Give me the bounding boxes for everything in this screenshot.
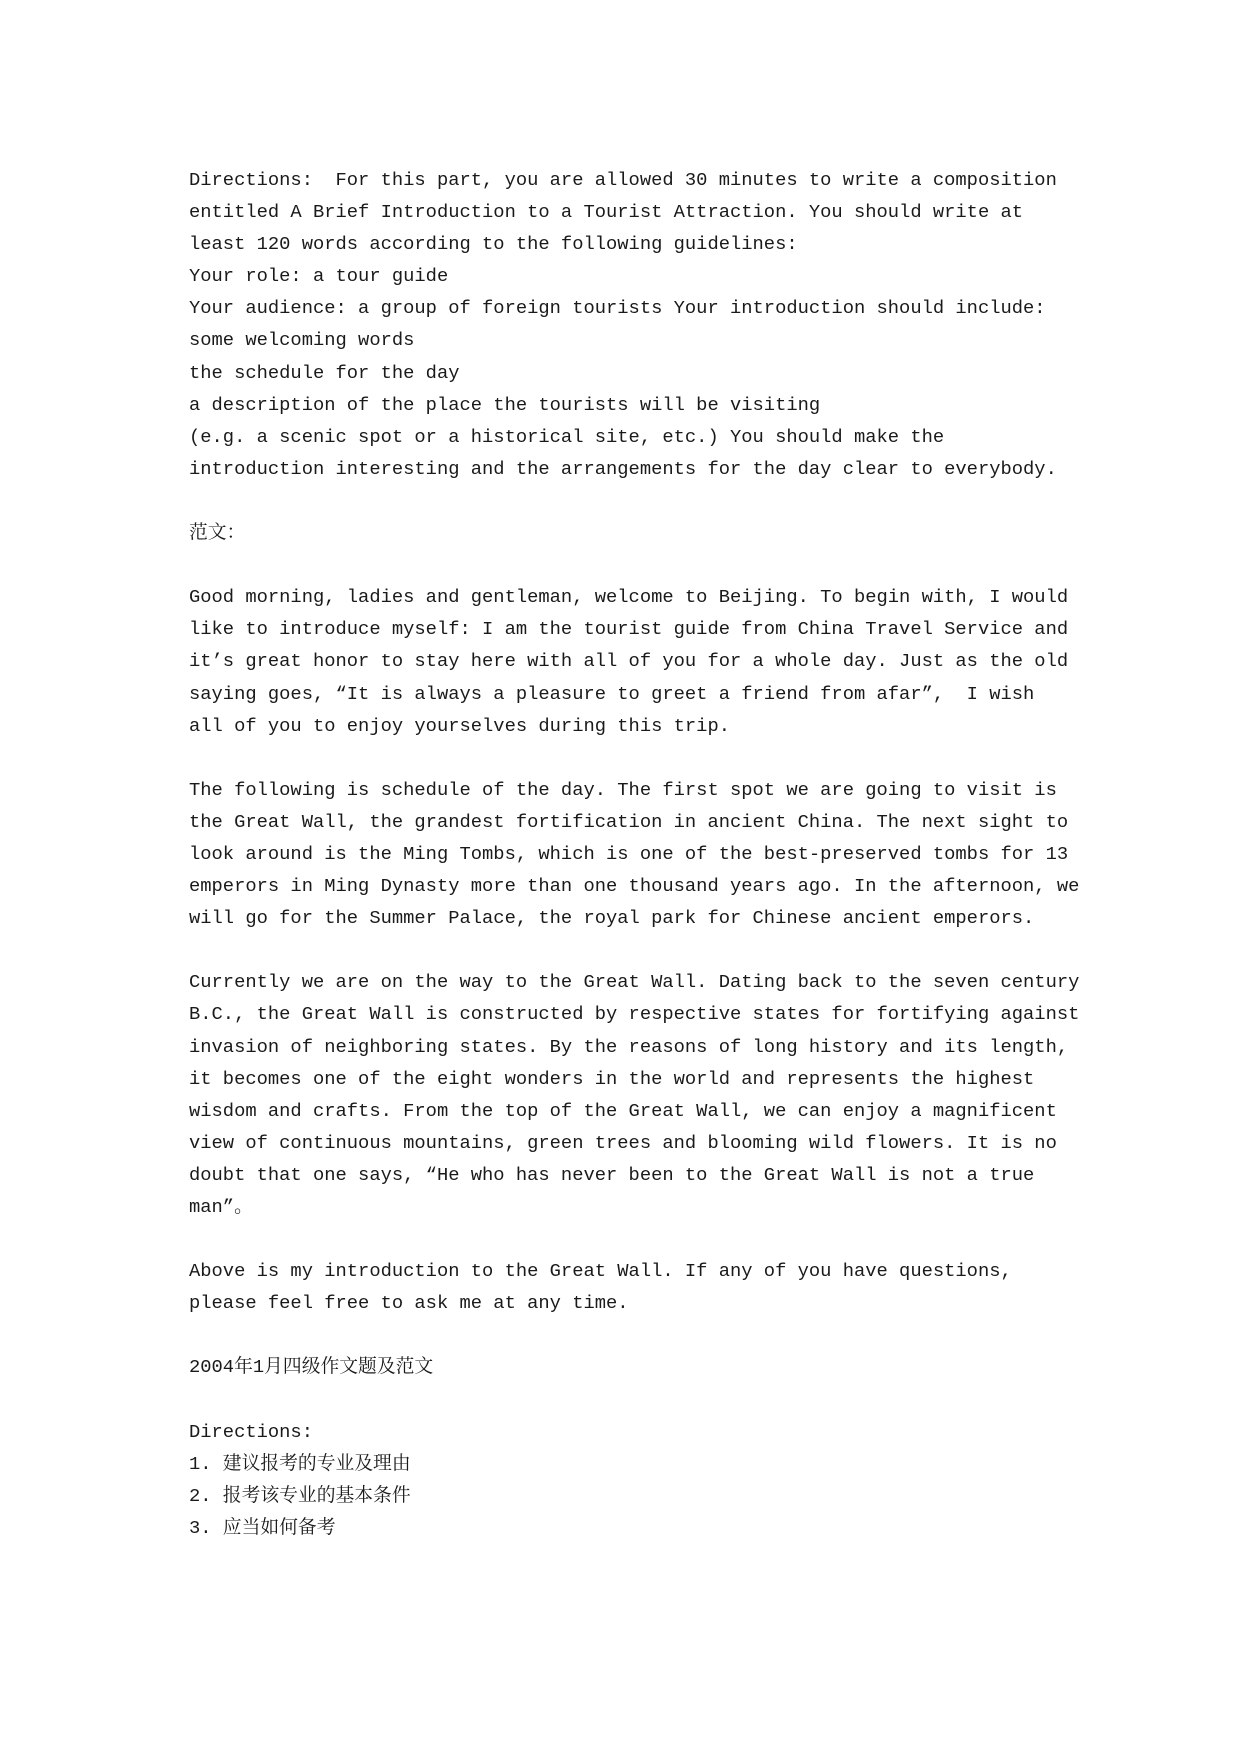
- directions-line: least 120 words according to the following guidelines:: [189, 233, 798, 256]
- directions-line: a description of the place the tourists will be visiting: [189, 393, 821, 416]
- directions-line: entitled A Brief Introduction to a Tourist Attraction. You should write at: [189, 201, 1024, 224]
- directions-line: Directions: For this part, you are allowed 30 minutes to write a composition: [189, 169, 1057, 191]
- paragraph-line: Currently we are on the way to the Great Wall. Dating back to the seven century: [189, 971, 1080, 994]
- directions-2-item: 3. 应当如何备考: [189, 1516, 336, 1539]
- directions-line: some welcoming words: [189, 329, 415, 352]
- paragraph-line: will go for the Summer Palace, the royal park for Chinese ancient emperors.: [189, 907, 1035, 930]
- paragraph-line: man”。: [189, 1196, 253, 1218]
- document-body: [189, 164, 1089, 1544]
- directions-2-label: Directions:: [189, 1420, 313, 1443]
- paragraph-line: wisdom and crafts. From the top of the Great Wall, we can enjoy a magnificent: [189, 1099, 1057, 1122]
- paragraph-line: it becomes one of the eight wonders in the world and represents the highest: [189, 1067, 1035, 1090]
- paragraph-line: like to introduce myself: I am the tourist guide from China Travel Service and: [189, 618, 1069, 641]
- sample-label: 范文：: [189, 522, 246, 545]
- directions-line: introduction interesting and the arrangements for the day clear to everybody.: [189, 457, 1057, 480]
- paragraph-closing: [189, 1255, 1089, 1319]
- directions-line: (e.g. a scenic spot or a historical site, etc.) You should make the: [189, 425, 945, 448]
- paragraph-great-wall: [189, 966, 1089, 1223]
- paragraph-line: doubt that one says, “He who has never been to the Great Wall is not a true: [189, 1163, 1035, 1186]
- paragraph-line: B.C., the Great Wall is constructed by respective states for fortifying against: [189, 1003, 1080, 1026]
- section-title: 2004年1月四级作文题及范文: [189, 1356, 434, 1379]
- paragraph-line: view of continuous mountains, green trees and blooming wild flowers. It is no: [189, 1131, 1057, 1154]
- paragraph-line: look around is the Ming Tombs, which is one of the best-preserved tombs for 13: [189, 842, 1069, 865]
- paragraph-line: saying goes, “It is always a pleasure to greet a friend from afar”, I wish: [189, 682, 1035, 705]
- paragraph-line: Good morning, ladies and gentleman, welcome to Beijing. To begin with, I would: [189, 586, 1069, 609]
- directions-2-item: 2. 报考该专业的基本条件: [189, 1484, 411, 1507]
- paragraph-line: the Great Wall, the grandest fortification in ancient China. The next sight to: [189, 810, 1069, 833]
- paragraph-line: Above is my introduction to the Great Wall. If any of you have questions,: [189, 1260, 1012, 1283]
- paragraph-line: emperors in Ming Dynasty more than one thousand years ago. In the afternoon, we: [189, 875, 1080, 898]
- directions-line: Your audience: a group of foreign tourists Your introduction should include:: [189, 297, 1046, 320]
- paragraph-line: please feel free to ask me at any time.: [189, 1292, 629, 1315]
- paragraph-welcome: [189, 581, 1089, 741]
- paragraph-line: it’s great honor to stay here with all of you for a whole day. Just as the old: [189, 650, 1069, 673]
- directions-line: Your role: a tour guide: [189, 265, 449, 288]
- directions-2-item: 1. 建议报考的专业及理由: [189, 1452, 411, 1475]
- paragraph-schedule: [189, 774, 1089, 934]
- paragraph-line: all of you to enjoy yourselves during this trip.: [189, 714, 730, 737]
- paragraph-line: The following is schedule of the day. The first spot we are going to visit is: [189, 778, 1057, 801]
- directions-line: the schedule for the day: [189, 361, 460, 384]
- paragraph-line: invasion of neighboring states. By the reasons of long history and its length,: [189, 1035, 1069, 1058]
- directions-block: [189, 164, 1089, 485]
